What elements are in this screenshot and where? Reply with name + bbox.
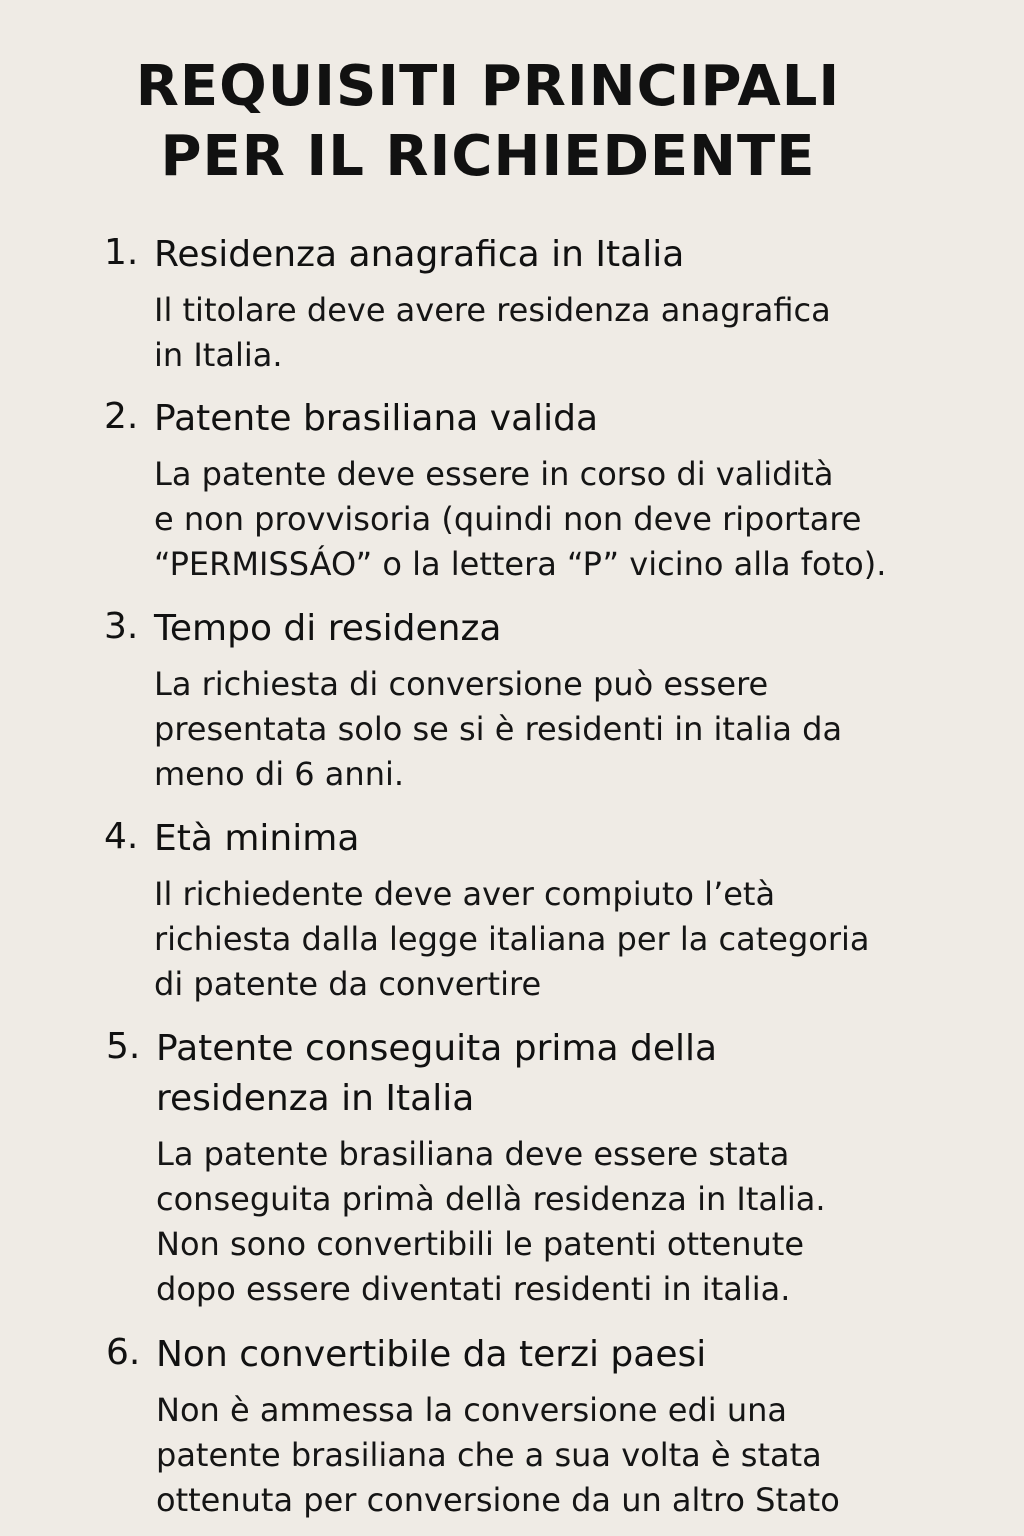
requirement-item-2 (104, 394, 944, 587)
item-number: 3. (104, 606, 139, 647)
item-description: La patente brasiliana deve essere stata conseguita primà dellà residenza in Italia. Non sono convertibili le patenti ottenute dopo essere diventati residenti in italia. (156, 1135, 826, 1308)
requirement-item-3 (104, 604, 944, 797)
item-description: La patente deve essere in corso di validità e non provvisoria (quindi non deve riportare “PERMISSÁO” o la lettera “P” vicino alla foto). (154, 455, 887, 583)
title-line-2: PER IL RICHIEDENTE (160, 124, 816, 189)
item-heading: Patente conseguita prima della residenza in Italia (156, 1028, 718, 1119)
item-number: 5. (106, 1026, 141, 1067)
requirement-item-4 (104, 814, 944, 1007)
requirement-item-1 (104, 230, 944, 378)
item-heading: Residenza anagrafica in Italia (154, 234, 685, 275)
item-heading: Patente brasiliana valida (154, 398, 599, 439)
item-number: 2. (104, 396, 139, 437)
item-description: Non è ammessa la conversione edi una patente brasiliana che a sua volta è stata ottenuta per conversione da un altro Stato (156, 1391, 840, 1519)
item-number: 6. (106, 1332, 141, 1373)
title-line-1: REQUISITI PRINCIPALI (135, 54, 841, 119)
item-heading: Tempo di residenza (154, 608, 502, 649)
page-title (0, 52, 976, 192)
item-number: 1. (104, 232, 139, 273)
item-heading: Non convertibile da terzi paesi (156, 1334, 707, 1375)
item-number: 4. (104, 816, 139, 857)
requirement-item-5 (106, 1024, 946, 1312)
item-description: Il richiedente deve aver compiuto l’età richiesta dalla legge italiana per la categoria di patente da convertire (154, 875, 870, 1003)
item-description: Il titolare deve avere residenza anagrafica in Italia. (154, 291, 831, 374)
item-description: La richiesta di conversione può essere presentata solo se si è residenti in italia da meno di 6 anni. (154, 665, 843, 793)
item-heading: Età minima (154, 818, 360, 859)
requirement-item-6 (106, 1330, 946, 1523)
